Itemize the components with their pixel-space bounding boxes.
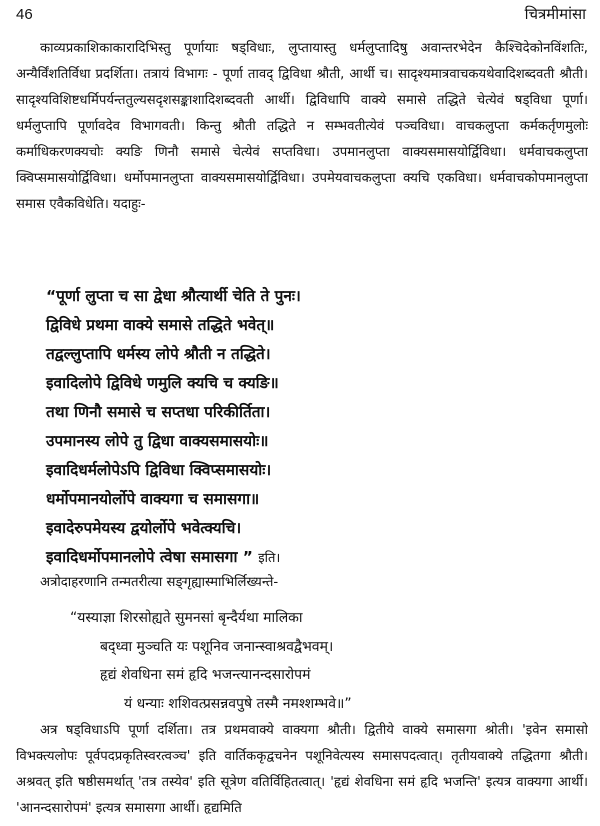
page-number: 46: [16, 6, 33, 23]
verse-end-marker: इति।: [258, 551, 281, 566]
verse-text: इवादिधर्मोपमानलोपे त्वेषा समासगा ”: [46, 548, 253, 566]
verse-line-last: [46, 543, 586, 572]
quote-line: बद्ध्वा मुञ्चति यः पशूनिव जनान्स्वाश्रवद्वैभवम्।: [100, 638, 334, 655]
verse-line: धर्मोपमानयोर्लोपे वाक्यगा च समासगा॥: [46, 490, 260, 508]
verse-line: उपमानस्य लोपे तु द्विधा वाक्यसमासयोः॥: [46, 432, 269, 450]
verse-line: द्विविधे प्रथमा वाक्ये समासे तद्धिते भवेत्॥: [46, 316, 275, 334]
paragraph-analysis: अत्र षड्विधाऽपि पूर्णा दर्शिता। तत्र प्रथमवाक्ये वाक्यगा श्रौती। द्वितीये वाक्ये समासगा श्रोती। 'इवेन समासो विभक्त्यलोपः पूर्वपदप्रकृतिस्वरत्वञ्च' इति वार्तिककृद्वचनेन पशूनिवेत्यस्य समासपदत्वात्। तृतीयवाक्ये तद्धितगा श्रौती।अश्रवत् इति षष्ठीसमर्थात् 'तत्र तस्येव' इति सूत्रेण वतिर्विहितत्वात्। 'हृद्यं शेवधिना समं हृदि भजन्ति' इत्यत्र वाक्यगा आर्थी। 'आनन्दसारोपमं' इत्यत्र समासगा आर्थी। हृद्यमिति: [16, 723, 588, 816]
quote-line: यं धन्याः शशिवत्प्रसन्नवपुषे तस्मै नमश्शम्भवे॥”: [124, 695, 352, 712]
verse-line: इवादिधर्मलोपेऽपि द्विविधा क्विप्समासयोः।: [46, 461, 272, 479]
quote-line: “यस्याज्ञा शिरसोह्यते सुमनसां बृन्दैर्यथा मालिका: [70, 610, 303, 626]
verse-block: [46, 282, 586, 572]
page-header: [16, 2, 586, 28]
verse-line: “पूर्णा लुप्ता च सा द्वेधा श्रौत्यार्थी चेति ते पुनः।: [46, 287, 301, 305]
quote-line: हृद्यं शेवधिना समं हृदि भजन्त्यानन्दसारोपमं: [100, 667, 311, 683]
example-verse: [70, 604, 590, 718]
example-intro: अत्रोदाहरणानि तन्मतरीत्या सङ्गृह्यास्माभिर्लिख्यन्ते-: [40, 575, 279, 590]
paragraph-classification: काव्यप्रकाशिकाकारादिभिस्तु पूर्णायाः षड्विधाः, लुप्तायास्तु धर्मलुप्तादिषु अवान्तरभेदेन कैश्चिदेकोनविंशतिः, अन्यैर्विंशतिर्विधा प्रदर्शिता। तत्रायं विभागः - पूर्णा तावद् द्विविधा श्रौती, आर्थी च। सादृश्यमात्रवाचकयथेवादिशब्दवती श्रौती। सादृश्यविशिष्टधर्मिपर्यन्ततुल्यसदृशसङ्काशादिशब्दवती आर्थी। द्विविधापि वाक्ये समासे तद्धिते चेत्येवं षड्विधा पूर्णा। धर्मलुप्तापि पूर्णावदेव विभागवती। किन्तु श्रौती तद्धिते न सम्भवतीत्येवं पञ्चविधा। वाचकलुप्ता कर्मकर्तृणमुलोः कर्माधिकरणक्यचोः क्यङि णिनौ समासे चेत्येवं सप्तविधा। उपमानलुप्ता वाक्यसमासयोर्द्विविधा। धर्मवाचकलुप्ता क्विप्समासयोर्द्विविधा। धर्मोपमानलुप्ता वाक्यसमासयोर्द्विविधा। उपमेयवाचकलुप्ता क्यचि एकविधा। धर्मवाचकोपमानलुप्ता समास एवैकविधेति। यदाहुः-: [16, 41, 588, 212]
running-title: चित्रमीमांसा: [524, 5, 586, 23]
verse-line: तद्वल्लुप्तापि धर्मस्य लोपे श्रौती न तद्धिते।: [46, 345, 271, 363]
verse-line: इवादिलोपे द्विविधे णमुलि क्यचि च क्यङि॥: [46, 374, 279, 392]
verse-line: इवादेरुपमेयस्य द्वयोर्लोपे भवेत्क्यचि।: [46, 519, 242, 537]
verse-line: तथा णिनौ समासे च सप्तधा परिकीर्तिता।: [46, 403, 271, 421]
